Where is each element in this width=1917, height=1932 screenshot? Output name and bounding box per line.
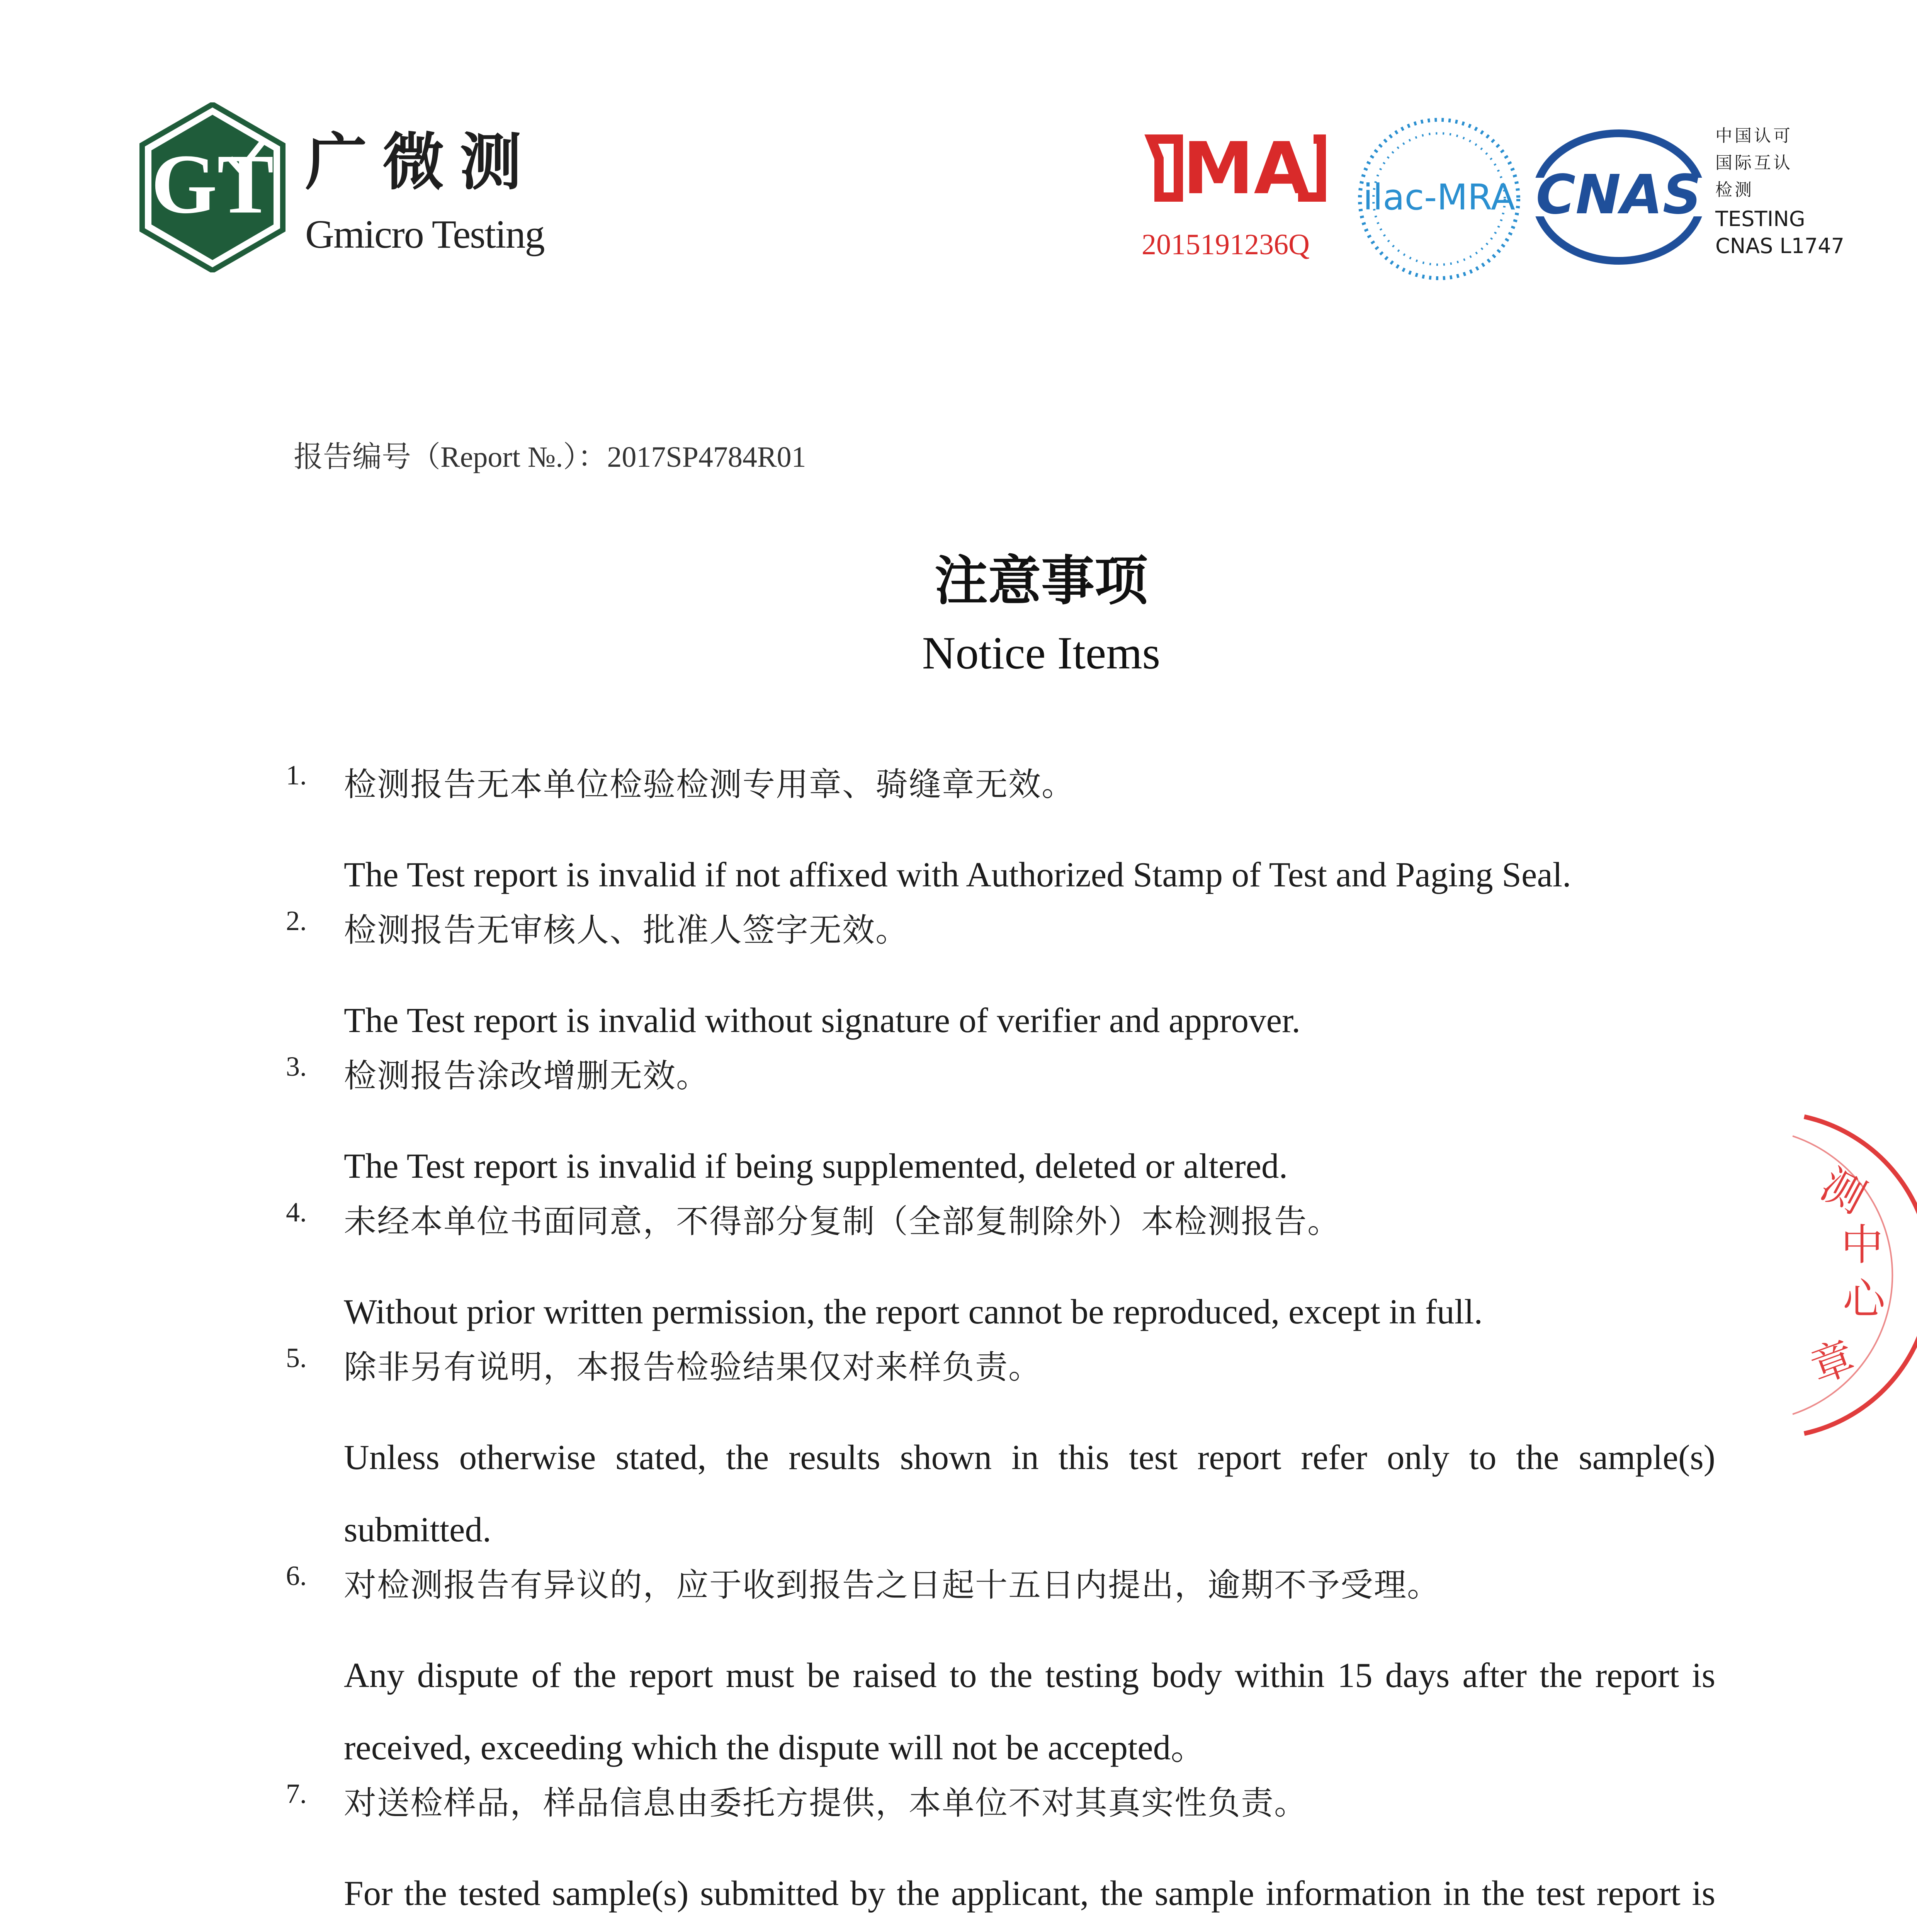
paging-seal-stamp [1781, 1105, 1917, 1445]
cma-logo-text: MA [1183, 128, 1309, 209]
notice-item [286, 1778, 1715, 1932]
notice-text-en: The Test report is invalid if being supplemented, deleted or altered. [344, 1146, 1288, 1185]
notice-number: 1. [286, 760, 307, 791]
cnas-line-3: 检测 [1715, 180, 1754, 200]
notice-text-cn: 对送检样品，样品信息由委托方提供，本单位不对其真实性负责。 [344, 1784, 1308, 1822]
notice-list [286, 760, 1715, 1932]
cnas-logo-icon [1530, 128, 1708, 267]
svg-text:测: 测 [1813, 1159, 1874, 1223]
company-name-en: Gmicro Testing [305, 212, 544, 257]
gmicro-hexagon-logo-icon [139, 102, 286, 272]
page-title-cn: 注意事项 [934, 550, 1148, 612]
notice-text-cn: 未经本单位书面同意，不得部分复制（全部复制除外）本检测报告。 [344, 1202, 1341, 1240]
ilac-logo-text: ilac-MRA [1363, 177, 1515, 218]
notice-text-cn: 检测报告涂改增删无效。 [344, 1057, 710, 1095]
company-logo [139, 102, 583, 276]
notice-number: 3. [286, 1051, 307, 1082]
notice-item [286, 760, 1715, 911]
notice-number: 6. [286, 1560, 307, 1591]
cnas-line-1: 中国认可 [1715, 126, 1793, 146]
notice-text-cn: 检测报告无本单位检验检测专用章、骑缝章无效。 [344, 765, 1075, 803]
report-number: 报告编号（Report №.）：2017SP4784R01 [294, 441, 806, 473]
page-title-en: Notice Items [922, 627, 1161, 679]
notice-text-en: For the tested sample(s) submitted by the applicant, the sample information in the test report is [344, 1874, 1715, 1913]
company-name-cn: 广微测 [305, 126, 537, 198]
svg-text:中: 中 [1841, 1220, 1883, 1270]
cnas-line-2: 国际互认 [1715, 153, 1793, 173]
notice-number: 5. [286, 1342, 307, 1373]
notice-number: 2. [286, 905, 307, 936]
cma-logo-icon [1144, 128, 1329, 209]
notice-item [286, 1051, 1715, 1202]
notice-item [286, 1197, 1715, 1348]
notice-item [286, 905, 1715, 1056]
notice-text-cn: 检测报告无审核人、批准人签字无效。 [344, 911, 909, 949]
cnas-line-4: TESTING [1715, 207, 1805, 231]
svg-text:章: 章 [1804, 1332, 1861, 1393]
svg-text:心: 心 [1843, 1274, 1885, 1324]
notice-text-en: The Test report is invalid without signature of verifier and approver. [344, 1001, 1301, 1040]
cnas-line-5: CNAS L1747 [1715, 234, 1844, 258]
cma-certificate-number: 2015191236Q [1142, 228, 1310, 261]
cnas-logo-text: CNAS [1536, 163, 1702, 226]
notice-text-cn: 除非另有说明，本报告检验结果仅对来样负责。 [344, 1348, 1042, 1386]
svg-text:GT: GT [151, 137, 274, 231]
notice-item [286, 1560, 1715, 1784]
notice-text-en: Unless otherwise stated, the results shown in this test report refer only to the sample(s) submitted. [344, 1438, 1715, 1549]
notice-text-en: The Test report is invalid if not affixed with Authorized Stamp of Test and Paging Seal. [344, 855, 1571, 894]
notice-number: 4. [286, 1197, 307, 1228]
notice-number: 7. [286, 1778, 307, 1809]
notice-item [286, 1342, 1715, 1566]
notice-text-en: Any dispute of the report must be raised to the testing body within 15 days after the report is received, exceeding which the dispute will not be accepted。 [344, 1656, 1715, 1767]
cnas-accreditation-text [1715, 128, 1844, 263]
notice-text-cn: 对检测报告有异议的，应于收到报告之日起十五日内提出，逾期不予受理。 [344, 1566, 1441, 1604]
ilac-mra-logo-icon [1348, 108, 1530, 290]
notice-text-en: Without prior written permission, the report cannot be reproduced, except in full. [344, 1292, 1483, 1331]
